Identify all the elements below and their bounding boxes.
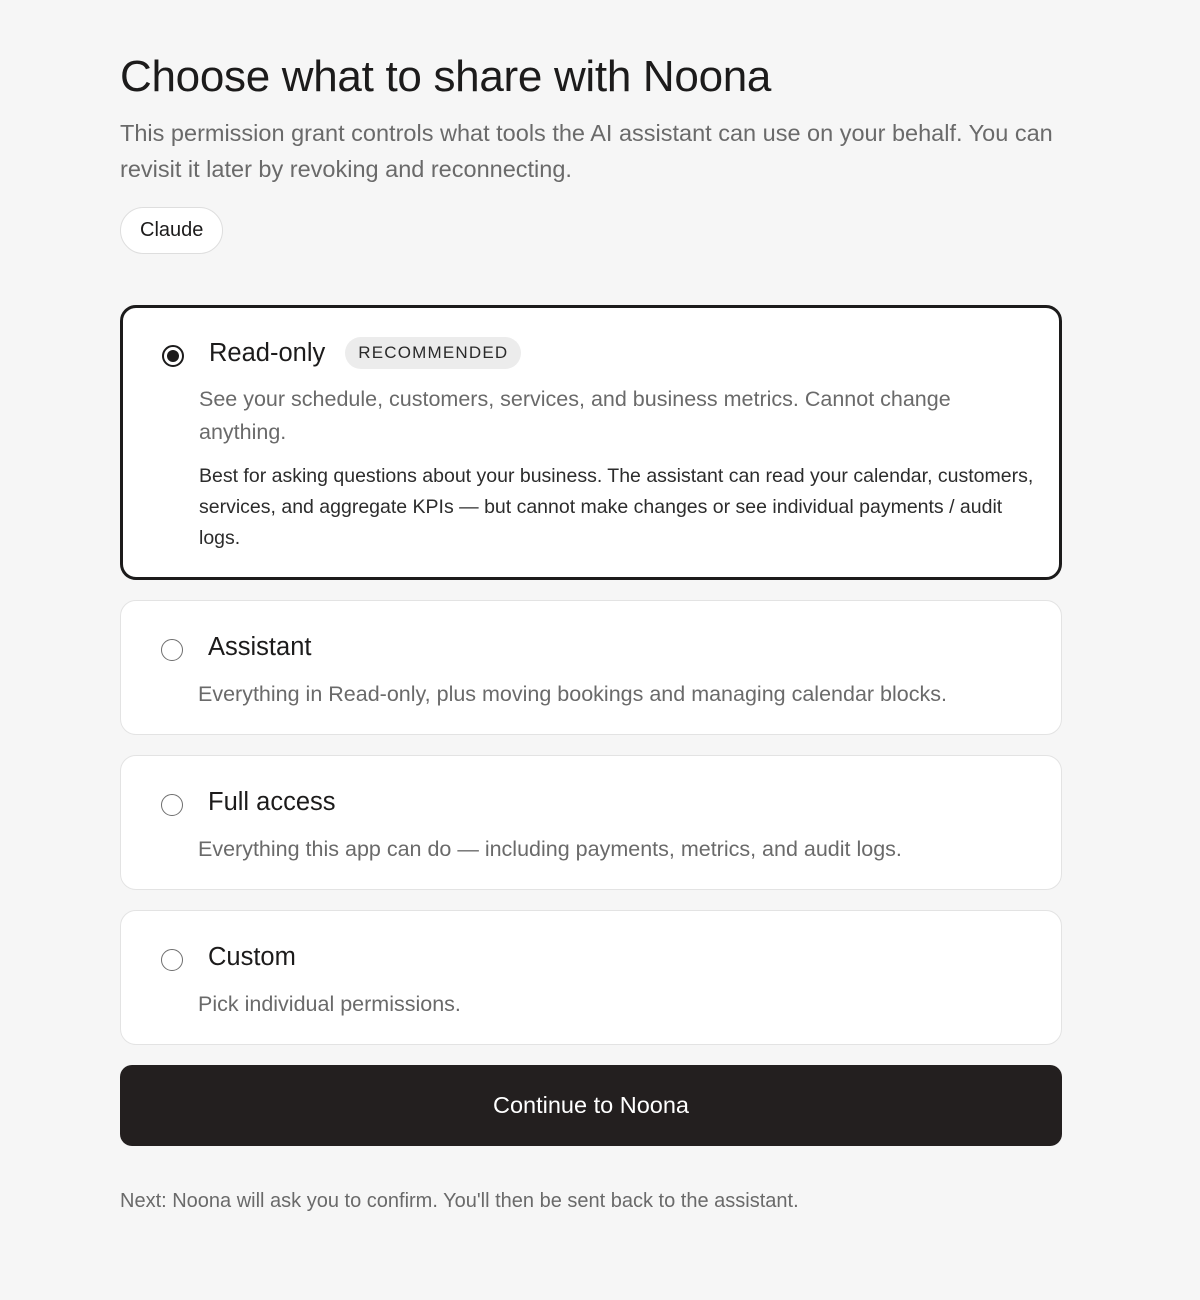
option-read-only-detail: Best for asking questions about your business. The assistant can read your calendar, customers, services, and aggregate KPIs — but cannot make changes or see individual payments / audit logs. <box>199 465 1034 549</box>
radio-custom[interactable] <box>161 949 183 971</box>
radio-full-access[interactable] <box>161 794 183 816</box>
option-custom-header <box>208 941 296 973</box>
option-assistant-description: Everything in Read-only, plus moving bookings and managing calendar blocks. <box>198 682 947 706</box>
recommended-badge: RECOMMENDED <box>345 337 521 369</box>
continue-button[interactable]: Continue to Noona <box>120 1065 1062 1146</box>
option-full-access-description: Everything this app can do — including payments, metrics, and audit logs. <box>198 837 902 861</box>
option-full-access-header <box>208 786 336 818</box>
page-title: Choose what to share with Noona <box>120 52 772 101</box>
option-read-only[interactable] <box>120 305 1062 580</box>
option-custom-description: Pick individual permissions. <box>198 992 461 1016</box>
option-full-access-title: Full access <box>208 788 336 816</box>
radio-assistant[interactable] <box>161 639 183 661</box>
option-assistant-title: Assistant <box>208 633 312 661</box>
next-step-note: Next: Noona will ask you to confirm. You'll then be sent back to the assistant. <box>120 1190 799 1212</box>
option-read-only-description: See your schedule, customers, services, and business metrics. Cannot change anything. <box>199 387 951 444</box>
option-assistant-header <box>208 631 311 663</box>
option-read-only-header <box>209 337 521 369</box>
option-custom-title: Custom <box>208 943 296 971</box>
client-chip: Claude <box>120 207 223 254</box>
option-read-only-title: Read-only <box>209 339 326 367</box>
radio-read-only[interactable] <box>162 345 184 367</box>
option-assistant[interactable] <box>120 600 1062 735</box>
option-full-access[interactable] <box>120 755 1062 890</box>
permission-options <box>120 305 1062 1045</box>
option-custom[interactable] <box>120 910 1062 1045</box>
page-subtitle: This permission grant controls what tools the AI assistant can use on your behalf. You can revisit it later by revoking and reconnecting. <box>120 120 1053 182</box>
